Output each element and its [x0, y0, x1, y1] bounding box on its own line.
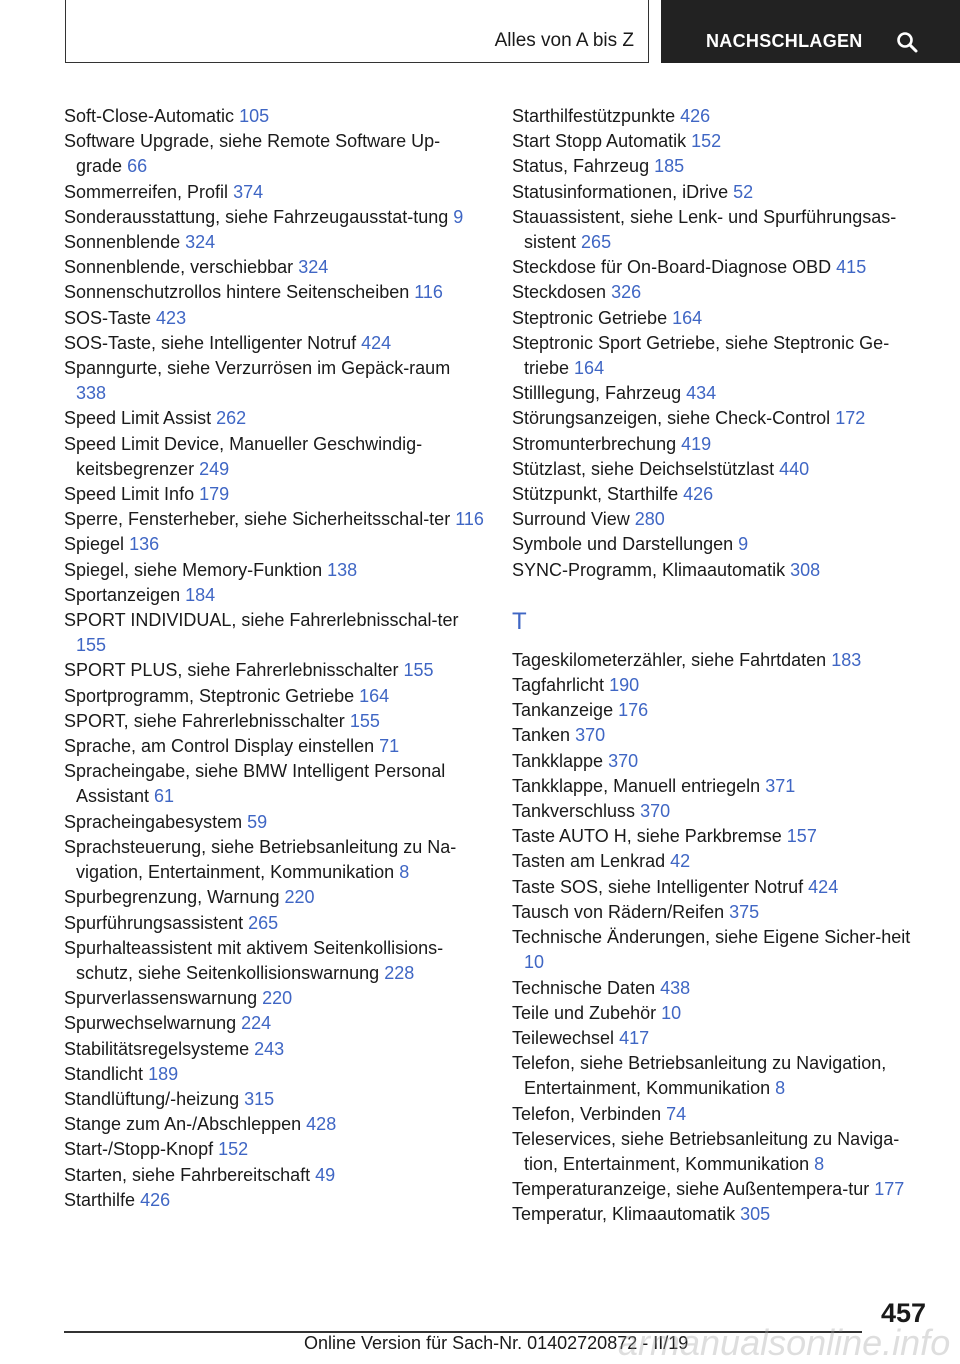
page-reference-link[interactable]: 116	[414, 282, 443, 303]
index-term: Stützlast, siehe Deichselstützlast	[512, 458, 775, 479]
page-reference-link[interactable]: 136	[129, 534, 160, 555]
page-reference-link[interactable]: 42	[670, 851, 691, 872]
index-list-t	[512, 648, 932, 1228]
index-term: Speed Limit Device, Manueller Geschwindig‐keitsbegrenzer	[64, 433, 423, 479]
index-entry	[64, 532, 484, 557]
page-reference-link[interactable]: 164	[672, 307, 703, 328]
index-term: Taste SOS, siehe Intelligenter Notruf	[512, 876, 804, 897]
index-term: Starthilfestützpunkte	[512, 106, 676, 126]
index-entry	[512, 799, 932, 824]
page-reference-link[interactable]: 138	[327, 559, 358, 580]
index-entry	[512, 1127, 932, 1177]
page-reference-link[interactable]: 116	[455, 509, 484, 530]
index-entry	[64, 583, 484, 608]
index-term: Störungsanzeigen, siehe Check-Control	[512, 408, 831, 429]
index-entry	[64, 432, 484, 482]
index-term: Spiegel	[64, 534, 125, 555]
index-entry	[64, 306, 484, 331]
index-entry	[512, 432, 932, 457]
index-term: Teleservices, siehe Betriebsanleitung zu Naviga‐tion, Entertainment, Kommunikation	[512, 1128, 900, 1174]
page-reference-link[interactable]: 189	[148, 1063, 179, 1084]
index-term: Spurhalteassistent mit aktivem Seitenkollisions‐schutz, siehe Seitenkollisionswarnung	[64, 937, 444, 983]
index-term: Sprachsteuerung, siehe Betriebsanleitung zu Na‐vigation, Entertainment, Kommunikation	[64, 836, 457, 883]
index-term: Sonnenblende, verschiebbar	[64, 257, 294, 278]
page-reference-link[interactable]: 179	[199, 484, 230, 505]
index-entry	[512, 849, 932, 874]
index-term: SYNC-Programm, Klimaautomatik	[512, 559, 786, 580]
index-term: Tankklappe	[512, 750, 604, 771]
page-reference-link[interactable]: 426	[140, 1189, 171, 1210]
index-term: Speed Limit Assist	[64, 408, 212, 429]
index-term: Teile und Zubehör	[512, 1002, 657, 1023]
index-entry	[64, 810, 484, 835]
index-term: Stützpunkt, Starthilfe	[512, 484, 679, 505]
page-reference-link[interactable]: 438	[660, 977, 691, 998]
index-entry	[64, 280, 484, 305]
page-reference-link[interactable]: 59	[247, 811, 268, 832]
index-term: Steptronic Getriebe	[512, 307, 668, 328]
index-term: Sommerreifen, Profil	[64, 181, 229, 202]
header-section-box	[65, 0, 649, 63]
page-reference-link[interactable]: 185	[654, 156, 685, 177]
index-term: Software Upgrade, siehe Remote Software Up‐grade	[64, 131, 441, 177]
index-term: Technische Änderungen, siehe Eigene Sicher‐heit	[512, 927, 911, 948]
tab-label: NACHSCHLAGEN	[706, 31, 863, 51]
index-term: SOS-Taste	[64, 307, 152, 328]
page-reference-link[interactable]: 324	[298, 257, 329, 278]
index-entry	[512, 749, 932, 774]
index-term: Sportanzeigen	[64, 584, 181, 605]
index-term: Spurbegrenzung, Warnung	[64, 887, 280, 908]
page-reference-link[interactable]: 66	[127, 156, 148, 177]
page-reference-link[interactable]: 61	[154, 786, 175, 807]
index-entry	[512, 507, 932, 532]
index-entry	[512, 280, 932, 305]
index-term: Telefon, siehe Betriebsanleitung zu Navigation, Entertainment, Kommunikation	[512, 1053, 887, 1099]
page-reference-link[interactable]: 183	[831, 649, 862, 670]
index-term: Sonnenblende	[64, 232, 181, 253]
page-reference-link[interactable]: 228	[384, 962, 415, 983]
page-reference-link[interactable]: 338	[76, 383, 107, 404]
index-entry	[512, 482, 932, 507]
page-reference-link[interactable]: 176	[618, 700, 649, 721]
page-reference-link[interactable]: 265	[248, 912, 279, 933]
index-term: Taste AUTO H, siehe Parkbremse	[512, 826, 782, 847]
page-reference-link[interactable]: 49	[315, 1164, 336, 1185]
header-tab[interactable]	[661, 0, 960, 63]
index-term: SPORT INDIVIDUAL, siehe Fahrerlebnisschal‐ter	[64, 610, 459, 631]
page-reference-link[interactable]: 8	[399, 862, 410, 883]
page-reference-link[interactable]: 262	[216, 408, 247, 429]
index-term: Starten, siehe Fahrbereitschaft	[64, 1164, 311, 1185]
index-term: Tankanzeige	[512, 700, 614, 721]
page-reference-link[interactable]: 8	[814, 1153, 825, 1174]
index-entry	[512, 976, 932, 1001]
index-term: Spurführungsassistent	[64, 912, 244, 933]
index-entry	[64, 482, 484, 507]
index-term: Standlüftung/-heizung	[64, 1088, 240, 1109]
index-entry	[64, 658, 484, 683]
page-reference-link[interactable]: 164	[574, 358, 605, 379]
index-term: Start Stopp Automatik	[512, 131, 687, 152]
index-entry	[512, 900, 932, 925]
index-term: Tankklappe, Manuell entriegeln	[512, 775, 761, 796]
index-term: Stilllegung, Fahrzeug	[512, 383, 682, 404]
index-entry	[64, 1137, 484, 1162]
index-term: SOS-Taste, siehe Intelligenter Notruf	[64, 332, 357, 353]
index-term: Stauassistent, siehe Lenk- und Spurführungsas‐sistent	[512, 206, 897, 253]
index-entry	[64, 1188, 484, 1213]
index-term: Soft-Close-Automatic	[64, 106, 235, 126]
page-reference-link[interactable]: 305	[740, 1204, 771, 1225]
index-list-s	[512, 104, 932, 583]
index-entry	[512, 532, 932, 557]
index-entry	[512, 723, 932, 748]
section-title: Alles von A bis Z	[494, 30, 634, 51]
index-term: Tanken	[512, 725, 571, 746]
page-reference-link[interactable]: 8	[775, 1078, 786, 1099]
index-entry	[512, 673, 932, 698]
index-entry	[512, 1051, 932, 1101]
index-term: Starthilfe	[64, 1189, 136, 1210]
index-entry	[64, 835, 484, 885]
index-entry	[512, 205, 932, 255]
page-reference-link[interactable]: 9	[738, 534, 749, 555]
index-term: Speed Limit Info	[64, 484, 195, 505]
index-term: Steckdose für On-Board-Diagnose OBD	[512, 257, 832, 278]
index-entry	[512, 1001, 932, 1026]
page-reference-link[interactable]: 370	[608, 750, 639, 771]
index-entry	[512, 104, 932, 129]
index-entry	[512, 406, 932, 431]
index-entry	[64, 331, 484, 356]
page-reference-link[interactable]: 426	[680, 106, 711, 126]
index-term: Tageskilometerzähler, siehe Fahrtdaten	[512, 649, 827, 670]
page-reference-link[interactable]: 184	[185, 584, 216, 605]
page-reference-link[interactable]: 424	[808, 876, 839, 897]
page-reference-link[interactable]: 10	[661, 1002, 682, 1023]
index-term: Tausch von Rädern/Reifen	[512, 901, 725, 922]
index-term: Spurwechselwarnung	[64, 1013, 237, 1034]
index-entry	[512, 774, 932, 799]
index-entry	[64, 205, 484, 230]
page-reference-link[interactable]: 370	[640, 801, 671, 822]
index-entry	[512, 648, 932, 673]
page-reference-link[interactable]: 9	[453, 206, 464, 227]
section-letter: T	[512, 607, 527, 635]
index-entry	[512, 1177, 932, 1202]
page-number: 457	[880, 1298, 926, 1328]
page-reference-link[interactable]: 157	[786, 826, 817, 847]
index-entry	[512, 1202, 932, 1227]
index-entry	[64, 255, 484, 280]
page-reference-link[interactable]: 440	[779, 458, 810, 479]
index-term: Telefon, Verbinden	[512, 1103, 662, 1124]
page-reference-link[interactable]: 177	[874, 1179, 905, 1200]
page-reference-link[interactable]: 265	[581, 232, 612, 253]
page-reference-link[interactable]: 280	[634, 509, 665, 530]
index-term: Stange zum An-/Abschleppen	[64, 1114, 302, 1135]
index-term: Status, Fahrzeug	[512, 156, 650, 177]
index-term: Spracheingabesystem	[64, 811, 243, 832]
page-reference-link[interactable]: 417	[619, 1027, 650, 1048]
page-reference-link[interactable]: 419	[681, 433, 712, 454]
page-reference-link[interactable]: 249	[199, 458, 230, 479]
index-term: Tagfahrlicht	[512, 675, 605, 696]
index-entry	[64, 356, 484, 406]
page-reference-link[interactable]: 434	[686, 383, 717, 404]
index-entry	[64, 1087, 484, 1112]
index-entry	[64, 507, 484, 532]
index-entry	[512, 457, 932, 482]
page-reference-link[interactable]: 155	[349, 710, 380, 731]
index-term: Sonnenschutzrollos hintere Seitenscheiben	[64, 282, 410, 303]
index-term: Spracheingabe, siehe BMW Intelligent Personal Assistant	[64, 761, 446, 807]
page-reference-link[interactable]: 155	[403, 660, 434, 681]
index-term: Steckdosen	[512, 282, 607, 303]
page-reference-link[interactable]: 243	[254, 1038, 285, 1059]
index-term: Temperatur, Klimaautomatik	[512, 1204, 736, 1225]
index-term: Spiegel, siehe Memory-Funktion	[64, 559, 323, 580]
index-entry	[512, 255, 932, 280]
watermark-logo: armanualsonline.info	[618, 1322, 951, 1363]
index-term: Standlicht	[64, 1063, 144, 1084]
index-entry	[512, 129, 932, 154]
index-entry	[512, 558, 932, 583]
index-entry	[64, 759, 484, 809]
index-entry	[64, 608, 484, 658]
index-term: Sprache, am Control Display einstellen	[64, 736, 375, 757]
index-entry	[64, 936, 484, 986]
page-reference-link[interactable]: 190	[609, 675, 640, 696]
index-column-left	[64, 104, 484, 1213]
index-entry	[64, 1011, 484, 1036]
index-term: Teilewechsel	[512, 1027, 615, 1048]
index-entry	[64, 1037, 484, 1062]
index-entry	[64, 709, 484, 734]
index-term: Sonderausstattung, siehe Fahrzeugausstat‐tung	[64, 206, 449, 227]
page-reference-link[interactable]: 220	[284, 887, 315, 908]
index-entry	[512, 1102, 932, 1127]
index-term: Spanngurte, siehe Verzurrösen im Gepäck‐raum	[64, 358, 451, 379]
page-reference-link[interactable]: 10	[524, 952, 545, 973]
page-reference-link[interactable]: 423	[156, 307, 187, 328]
index-term: Symbole und Darstellungen	[512, 534, 734, 555]
index-entry	[512, 306, 932, 331]
page-reference-link[interactable]: 424	[361, 332, 392, 353]
index-term: Stromunterbrechung	[512, 433, 677, 454]
index-entry	[64, 180, 484, 205]
page-reference-link[interactable]: 71	[379, 736, 400, 757]
index-entry	[512, 180, 932, 205]
index-term: Temperaturanzeige, siehe Außentempera‐tur	[512, 1179, 870, 1200]
index-entry	[64, 986, 484, 1011]
page-reference-link[interactable]: 375	[729, 901, 760, 922]
index-entry	[512, 1026, 932, 1051]
index-term: Spurverlassenswarnung	[64, 988, 258, 1009]
index-entry	[512, 824, 932, 849]
page-reference-link[interactable]: 220	[262, 988, 293, 1009]
index-entry	[64, 230, 484, 255]
index-term: Stabilitätsregelsysteme	[64, 1038, 250, 1059]
index-entry	[64, 885, 484, 910]
index-term: Surround View	[512, 509, 630, 530]
index-entry	[512, 698, 932, 723]
page-reference-link[interactable]: 164	[359, 685, 390, 706]
page-reference-link[interactable]: 152	[691, 131, 722, 152]
page-reference-link[interactable]: 52	[733, 181, 754, 202]
page-reference-link[interactable]: 374	[233, 181, 264, 202]
page-reference-link[interactable]: 324	[185, 232, 216, 253]
page-reference-link[interactable]: 308	[790, 559, 821, 580]
index-column-right	[512, 104, 932, 1228]
index-entry	[64, 734, 484, 759]
index-term: SPORT, siehe Fahrerlebnisschalter	[64, 710, 345, 731]
page-reference-link[interactable]: 74	[666, 1103, 687, 1124]
page-reference-link[interactable]: 370	[575, 725, 606, 746]
index-entry	[64, 684, 484, 709]
index-term: Steptronic Sport Getriebe, siehe Steptronic Ge‐triebe	[512, 332, 890, 379]
index-entry	[512, 925, 932, 975]
page-reference-link[interactable]: 415	[836, 257, 867, 278]
index-term: Technische Daten	[512, 977, 656, 998]
index-entry	[64, 1112, 484, 1137]
index-entry	[64, 1163, 484, 1188]
index-entry	[64, 911, 484, 936]
footer-version-text: Online Version für Sach-Nr. 01402720872 - II/19	[304, 1333, 689, 1353]
page-reference-link[interactable]: 371	[765, 775, 796, 796]
index-term: Tasten am Lenkrad	[512, 851, 666, 872]
page-reference-link[interactable]: 155	[76, 635, 107, 656]
page-reference-link[interactable]: 152	[218, 1139, 249, 1160]
index-entry	[64, 129, 484, 179]
page-reference-link[interactable]: 224	[241, 1013, 272, 1034]
index-term: Sperre, Fensterheber, siehe Sicherheitsschal‐ter	[64, 509, 451, 530]
index-entry	[512, 381, 932, 406]
page-reference-link[interactable]: 105	[239, 106, 270, 126]
page-reference-link[interactable]: 172	[835, 408, 866, 429]
index-term: Statusinformationen, iDrive	[512, 181, 729, 202]
index-term: Sportprogramm, Steptronic Getriebe	[64, 685, 355, 706]
page-reference-link[interactable]: 326	[611, 282, 642, 303]
page-reference-link[interactable]: 428	[306, 1114, 337, 1135]
index-term: SPORT PLUS, siehe Fahrerlebnisschalter	[64, 660, 399, 681]
index-entry	[64, 1062, 484, 1087]
index-entry	[64, 104, 484, 129]
index-term: Start-/Stopp-Knopf	[64, 1139, 214, 1160]
index-entry	[512, 331, 932, 381]
index-entry	[64, 558, 484, 583]
page-reference-link[interactable]: 315	[244, 1088, 275, 1109]
search-icon[interactable]	[895, 30, 919, 54]
index-entry	[64, 406, 484, 431]
index-entry	[512, 154, 932, 179]
index-entry	[512, 875, 932, 900]
page-reference-link[interactable]: 426	[683, 484, 714, 505]
index-term: Tankverschluss	[512, 801, 636, 822]
